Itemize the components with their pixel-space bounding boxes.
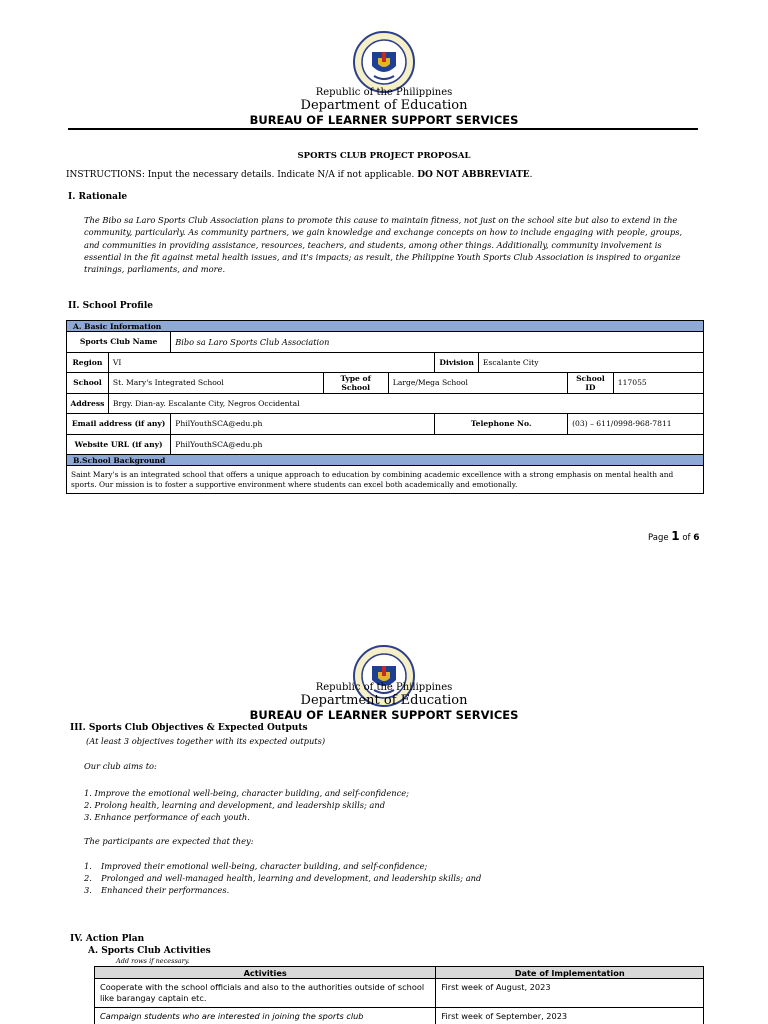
subsection-activities-title: A. Sports Club Activities (88, 946, 211, 956)
website-label: Website URL (if any) (67, 434, 171, 455)
school-background-text: Saint Mary's is an integrated school that offers a unique approach to education by combining academic excellence with a strong emphasis on mental health and sports. Our mission is to foster a supportive environment where students can excel both academically and emotionally. (67, 466, 704, 494)
page-total: 6 (693, 533, 700, 543)
deped-seal-icon (352, 30, 416, 94)
school-value: St. Mary's Integrated School (108, 373, 323, 394)
school-type-value: Large/Mega School (388, 373, 567, 394)
objectives-note: (At least 3 objectives together with its expected outputs) (86, 736, 326, 746)
address-value: Brgy. Dian-ay. Escalante City, Negros Occidental (108, 393, 703, 414)
bureau-line: BUREAU OF LEARNER SUPPORT SERVICES (249, 708, 519, 722)
expected-num: 2. (84, 873, 92, 883)
expected-intro: The participants are expected that they: (84, 836, 254, 846)
add-rows-note: Add rows if necessary. (116, 957, 190, 965)
division-value: Escalante City (478, 352, 703, 373)
website-value: PhilYouthSCA@edu.ph (171, 434, 704, 455)
club-name-value: Bibo sa Laro Sports Club Association (171, 332, 704, 353)
table-row (95, 979, 704, 1008)
school-id-label: School ID (568, 373, 614, 394)
republic-line: Republic of the Philippines (315, 682, 453, 693)
instructions (66, 170, 533, 180)
division-label: Division (435, 352, 479, 373)
rationale-paragraph: The Bibo sa Laro Sports Club Association plans to promote this cause to maintain fitness, not just on the school site but also to extend in the community, particularly. As community partners, we gain knowledge and exchange concepts on how to include engaging with people, groups, and communities in providing assistance, resources, teachers, and students, among other things. Additionally, community involvement is essential in the fit against metal health issues, and it's impacts; as result, the Philippine Youth Sports Club Association is inspired to organize trainings, parliaments, and more. (84, 215, 683, 275)
expected-item: Prolonged and well-managed health, learning and development, and leadership skills; and (101, 873, 482, 883)
header-divider (68, 128, 698, 130)
email-label: Email address (if any) (67, 414, 171, 435)
expected-item: Improved their emotional well-being, character building, and self-confidence; (101, 861, 428, 871)
school-background-bar: B.School Background (67, 455, 704, 466)
department-line: Department of Education (300, 693, 468, 708)
address-label: Address (67, 393, 109, 414)
school-type-label: Type of School (323, 373, 388, 394)
date-cell: First week of August, 2023 (436, 979, 704, 1008)
email-value: PhilYouthSCA@edu.ph (171, 414, 435, 435)
aim-item: 3. Enhance performance of each youth. (84, 812, 250, 822)
aims-intro: Our club aims to: (84, 761, 157, 771)
table-row (95, 1008, 704, 1024)
page-current: 1 (671, 529, 680, 543)
document-title: SPORTS CLUB PROJECT PROPOSAL (297, 151, 471, 161)
club-name-label: Sports Club Name (67, 332, 171, 353)
section-action-plan-title: IV. Action Plan (70, 934, 145, 944)
telephone-label: Telephone No. (435, 414, 568, 435)
expected-num: 3. (84, 885, 92, 895)
basic-information-bar: A. Basic Information (67, 321, 704, 332)
instructions-emphasis: DO NOT ABBREVIATE (417, 170, 530, 180)
instructions-text: INSTRUCTIONS: Input the necessary details. Indicate N/A if not applicable. (66, 170, 415, 180)
bureau-line: BUREAU OF LEARNER SUPPORT SERVICES (249, 113, 519, 127)
region-label: Region (67, 352, 109, 373)
activity-cell: Campaign students who are interested in joining the sports club (95, 1008, 436, 1024)
date-header: Date of Implementation (436, 967, 704, 979)
activities-header: Activities (95, 967, 436, 979)
expected-item: Enhanced their performances. (101, 885, 230, 895)
activity-cell: Cooperate with the school officials and also to the authorities outside of school like barangay captain etc. (95, 979, 436, 1008)
section-school-profile-title: II. School Profile (68, 301, 153, 311)
department-line: Department of Education (300, 98, 468, 113)
aim-item: 1. Improve the emotional well-being, character building, and self-confidence; (84, 788, 409, 798)
page-2 (0, 620, 768, 1024)
school-profile-table (66, 320, 704, 494)
page-number (648, 529, 700, 543)
page-word: Page (648, 533, 669, 543)
school-label: School (67, 373, 109, 394)
aim-item: 2. Prolong health, learning and development, and leadership skills; and (84, 800, 386, 810)
telephone-value: (03) – 611/0998-968-7811 (568, 414, 704, 435)
activities-table (94, 966, 704, 1024)
expected-num: 1. (84, 861, 92, 871)
page-of: of (682, 533, 691, 543)
section-objectives-title: III. Sports Club Objectives & Expected Outputs (70, 723, 308, 733)
section-rationale-title: I. Rationale (68, 192, 128, 202)
republic-line: Republic of the Philippines (315, 87, 453, 98)
school-id-value: 117055 (613, 373, 703, 394)
region-value: VI (108, 352, 434, 373)
instructions-suffix: . (529, 170, 533, 180)
date-cell: First week of September, 2023 (436, 1008, 704, 1024)
